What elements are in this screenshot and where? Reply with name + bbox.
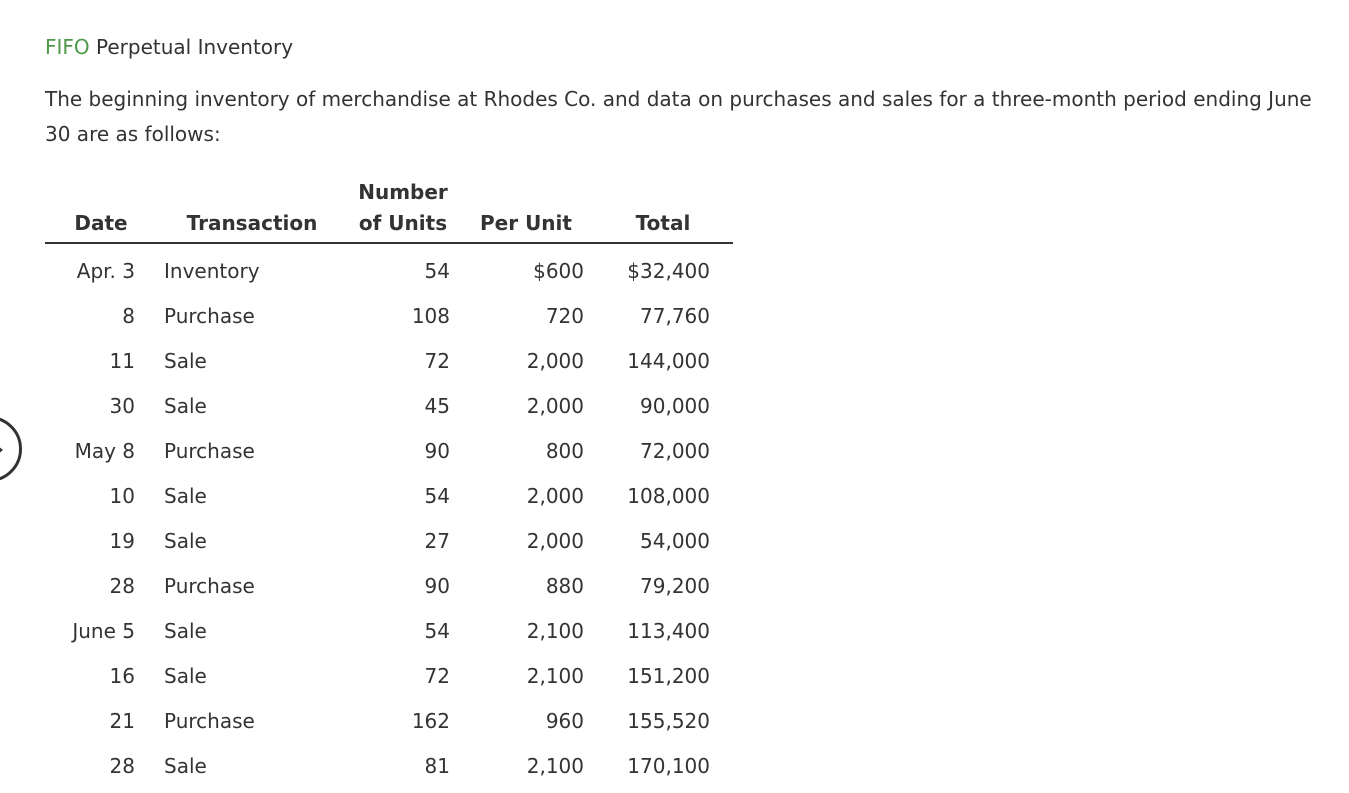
cell-transaction: Purchase (164, 438, 255, 463)
cell-date: 30 (109, 393, 135, 418)
cell-transaction: Sale (164, 663, 207, 688)
cell-date: 28 (109, 753, 135, 778)
cell-total: 77,760 (640, 303, 710, 328)
cell-units: 72 (424, 663, 450, 688)
cell-units: 54 (424, 618, 450, 643)
cell-per-unit: 2,100 (526, 753, 584, 778)
cell-per-unit: 880 (545, 573, 584, 598)
cell-units: 90 (424, 573, 450, 598)
cell-total: 155,520 (627, 708, 710, 733)
table-row (45, 698, 733, 743)
table-body (45, 243, 733, 788)
cell-per-unit: 2,000 (526, 528, 584, 553)
cell-transaction: Purchase (164, 708, 255, 733)
header-transaction: Transaction (157, 204, 347, 243)
fifo-link[interactable]: FIFO (45, 35, 90, 59)
cell-total: 113,400 (627, 618, 710, 643)
table-row (45, 383, 733, 428)
cell-date: 11 (109, 348, 135, 373)
cell-per-unit: 2,000 (526, 393, 584, 418)
cell-transaction: Purchase (164, 303, 255, 328)
cell-transaction: Sale (164, 483, 207, 508)
cell-per-unit: 720 (545, 303, 584, 328)
chevron-right-icon (0, 445, 3, 455)
cell-per-unit: 2,000 (526, 348, 584, 373)
cell-units: 162 (411, 708, 450, 733)
cell-date: 16 (109, 663, 135, 688)
table-row (45, 243, 733, 293)
cell-per-unit: 2,100 (526, 618, 584, 643)
header-units-line1: Number (358, 180, 448, 204)
cell-transaction: Sale (164, 348, 207, 373)
table-row (45, 428, 733, 473)
cell-date: 19 (109, 528, 135, 553)
table-row (45, 653, 733, 698)
cell-units: 72 (424, 348, 450, 373)
table-row (45, 518, 733, 563)
cell-units: 27 (424, 528, 450, 553)
cell-total: 54,000 (640, 528, 710, 553)
cell-per-unit: 960 (545, 708, 584, 733)
cell-transaction: Sale (164, 753, 207, 778)
cell-date: 28 (109, 573, 135, 598)
cell-per-unit: 2,000 (526, 483, 584, 508)
header-total: Total (593, 204, 733, 243)
cell-units: 45 (424, 393, 450, 418)
cell-date: June 5 (72, 618, 135, 643)
cell-total: 90,000 (640, 393, 710, 418)
intro-paragraph: The beginning inventory of merchandise at Rhodes Co. and data on purchases and sales for a three-month period ending June 30 are as follows: (45, 87, 1312, 146)
table-row (45, 563, 733, 608)
cell-units: 54 (424, 483, 450, 508)
table-row (45, 473, 733, 518)
cell-transaction: Purchase (164, 573, 255, 598)
cell-per-unit: $600 (533, 258, 584, 283)
header-per-unit: Per Unit (459, 204, 593, 243)
cell-total: 79,200 (640, 573, 710, 598)
cell-units: 90 (424, 438, 450, 463)
cell-date: 8 (122, 303, 135, 328)
header-date: Date (45, 204, 157, 243)
table-row (45, 293, 733, 338)
cell-total: 170,100 (627, 753, 710, 778)
header-units-line2: of Units (347, 204, 459, 243)
cell-transaction: Sale (164, 393, 207, 418)
cell-date: 21 (109, 708, 135, 733)
cell-total: $32,400 (627, 258, 710, 283)
cell-total: 144,000 (627, 348, 710, 373)
cell-date: May 8 (74, 438, 135, 463)
cell-date: 10 (109, 483, 135, 508)
page-title (45, 33, 293, 61)
cell-transaction: Sale (164, 528, 207, 553)
cell-total: 108,000 (627, 483, 710, 508)
title-text: Perpetual Inventory (89, 35, 294, 59)
cell-transaction: Sale (164, 618, 207, 643)
cell-transaction: Inventory (164, 258, 260, 283)
cell-total: 72,000 (640, 438, 710, 463)
table-row (45, 338, 733, 383)
cell-units: 81 (424, 753, 450, 778)
table-row (45, 608, 733, 653)
cell-total: 151,200 (627, 663, 710, 688)
table-row (45, 743, 733, 788)
cell-units: 108 (411, 303, 450, 328)
cell-date: Apr. 3 (76, 258, 135, 283)
cell-per-unit: 2,100 (526, 663, 584, 688)
cell-per-unit: 800 (545, 438, 584, 463)
inventory-table (45, 166, 733, 788)
cell-units: 54 (424, 258, 450, 283)
navigation-circle-button[interactable] (0, 416, 22, 482)
